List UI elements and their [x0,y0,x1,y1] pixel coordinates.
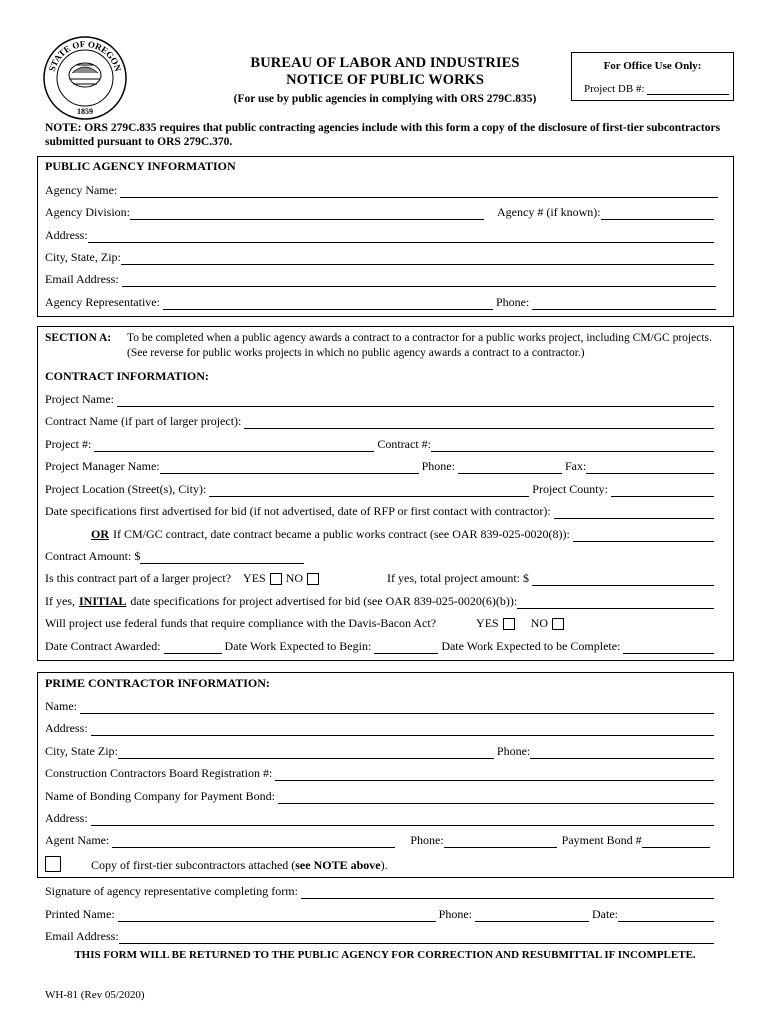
location-row: Project Location (Street(s), City): Project County: [45,481,717,497]
agency-rep-field[interactable] [163,298,493,310]
project-db-label: Project DB #: [584,83,645,95]
manager-phone-field[interactable] [458,462,562,474]
agent-phone-field[interactable] [444,836,557,848]
bonding-row: Name of Bonding Company for Payment Bond: [45,788,717,804]
dates-row: Date Contract Awarded: Date Work Expected to Begin: Date Work Expected to be Complete: [45,638,717,654]
agency-address-row: Address: [45,227,717,243]
project-num-field[interactable] [94,440,374,452]
project-contract-num-row: Project #: Contract #: [45,436,717,452]
location-field[interactable] [209,485,529,497]
agency-phone-field[interactable] [532,298,716,310]
contract-name-field[interactable] [244,417,714,429]
larger-project-no-checkbox[interactable] [307,573,319,585]
agency-division-row: Agency Division: Agency # (if known): [45,204,717,220]
agency-number-field[interactable] [601,208,714,220]
ccb-row: Construction Contractors Board Registration #: [45,765,717,781]
copy-attached-checkbox[interactable] [45,856,61,872]
printed-name-row: Printed Name: Phone: Date: [45,906,717,922]
agency-address-field[interactable] [88,231,714,243]
sig-phone-field[interactable] [475,910,589,922]
signature-row: Signature of agency representative completing form: [45,883,717,899]
federal-no-checkbox[interactable] [552,618,564,630]
agency-city-field[interactable] [121,253,714,265]
bond-address-row: Address: [45,810,717,826]
form-id: WH-81 (Rev 05/2020) [45,989,145,1001]
initial-date-field[interactable] [517,597,714,609]
form-subtitle: (For use by public agencies in complying with ORS 279C.835) [233,93,537,105]
date-complete-field[interactable] [623,642,714,654]
date-spec-field[interactable] [554,507,714,519]
cmgc-date-field[interactable] [573,530,714,542]
form-title: NOTICE OF PUBLIC WORKS [286,72,484,88]
agency-title: BUREAU OF LABOR AND INDUSTRIES [250,55,520,71]
prime-address-row: Address: [45,720,717,736]
amount-row: Contract Amount: $ [45,548,307,564]
agency-name-row: Agency Name: [45,182,721,198]
svg-text:1859: 1859 [77,107,93,116]
larger-project-yes-checkbox[interactable] [270,573,282,585]
prime-name-field[interactable] [80,702,714,714]
project-name-row: Project Name: [45,391,717,407]
prime-city-row: City, State Zip: Phone: [45,743,717,759]
prime-city-field[interactable] [118,747,494,759]
project-db-field[interactable] [647,84,729,95]
manager-row: Project Manager Name: Phone: Fax: [45,458,717,474]
sig-email-row: Email Address: [45,928,717,944]
oregon-state-seal [42,35,128,121]
contract-num-field[interactable] [431,440,714,452]
total-amount-field[interactable] [532,574,714,586]
agency-division-field[interactable] [130,208,484,220]
signature-field[interactable] [301,887,714,899]
county-field[interactable] [611,485,714,497]
svg-text:STATE OF OREGON: STATE OF OREGON [46,38,124,73]
bonding-company-field[interactable] [278,792,714,804]
date-begin-field[interactable] [374,642,438,654]
bond-address-field[interactable] [91,814,714,826]
agency-city-row: City, State, Zip: [45,249,717,265]
initial-date-row: If yes, INITIAL date specifications for project advertised for bid (see OAR 839-025-0020(6)(b)): [45,593,717,609]
sig-email-field[interactable] [119,932,714,944]
agency-heading: PUBLIC AGENCY INFORMATION [45,159,236,173]
office-use-box [571,52,734,101]
payment-bond-field[interactable] [642,836,710,848]
date-spec-row: Date specifications first advertised for bid (if not advertised, date of RFP or first contact with contractor): [45,503,717,519]
federal-yes-checkbox[interactable] [503,618,515,630]
copy-attached-row: Copy of first-tier subcontractors attached (see NOTE above). [45,855,388,873]
contract-amount-field[interactable] [140,552,304,564]
manager-name-field[interactable] [160,462,419,474]
larger-project-row: Is this contract part of a larger project? YES NO If yes, total project amount: $ [45,570,717,586]
form-title-block [160,55,610,108]
agency-email-row: Email Address: [45,271,719,287]
section-a-intro: SECTION A: To be completed when a public agency awards a contract to a contractor for a public works project, including CM/GC projects. (See reverse for public works projects in which no public agency awards a contract to a contractor.) [45,332,712,359]
project-name-field[interactable] [117,395,714,407]
printed-name-field[interactable] [118,910,436,922]
agency-name-field[interactable] [120,186,718,198]
office-use-heading: For Office Use Only: [603,60,702,72]
contract-heading: CONTRACT INFORMATION: [45,369,209,383]
contract-name-row: Contract Name (if part of larger project): [45,413,717,429]
sig-date-field[interactable] [618,910,714,922]
note-text: NOTE: ORS 279C.835 requires that public contracting agencies include with this form a copy of the disclosure of first-tier subcontractors submitted pursuant to ORS 279C.370. [45,122,721,148]
prime-address-field[interactable] [91,724,714,736]
manager-fax-field[interactable] [586,462,714,474]
federal-funds-row: Will project use federal funds that require compliance with the Davis-Bacon Act? YES NO [45,615,717,631]
ccb-field[interactable] [275,769,714,781]
return-warning: THIS FORM WILL BE RETURNED TO THE PUBLIC AGENCY FOR CORRECTION AND RESUBMITTAL IF INCOMPLETE. [74,949,696,961]
agent-name-field[interactable] [112,836,395,848]
date-awarded-field[interactable] [164,642,222,654]
agency-rep-row: Agency Representative: Phone: [45,294,719,310]
prime-phone-field[interactable] [530,747,714,759]
agency-email-field[interactable] [122,275,716,287]
prime-heading: PRIME CONTRACTOR INFORMATION: [45,676,270,690]
cmgc-row: OR If CM/GC contract, date contract became a public works contract (see OAR 839-025-0020(8)): [91,526,717,542]
prime-name-row: Name: [45,698,717,714]
agent-row: Agent Name: Phone: Payment Bond # [45,832,713,848]
